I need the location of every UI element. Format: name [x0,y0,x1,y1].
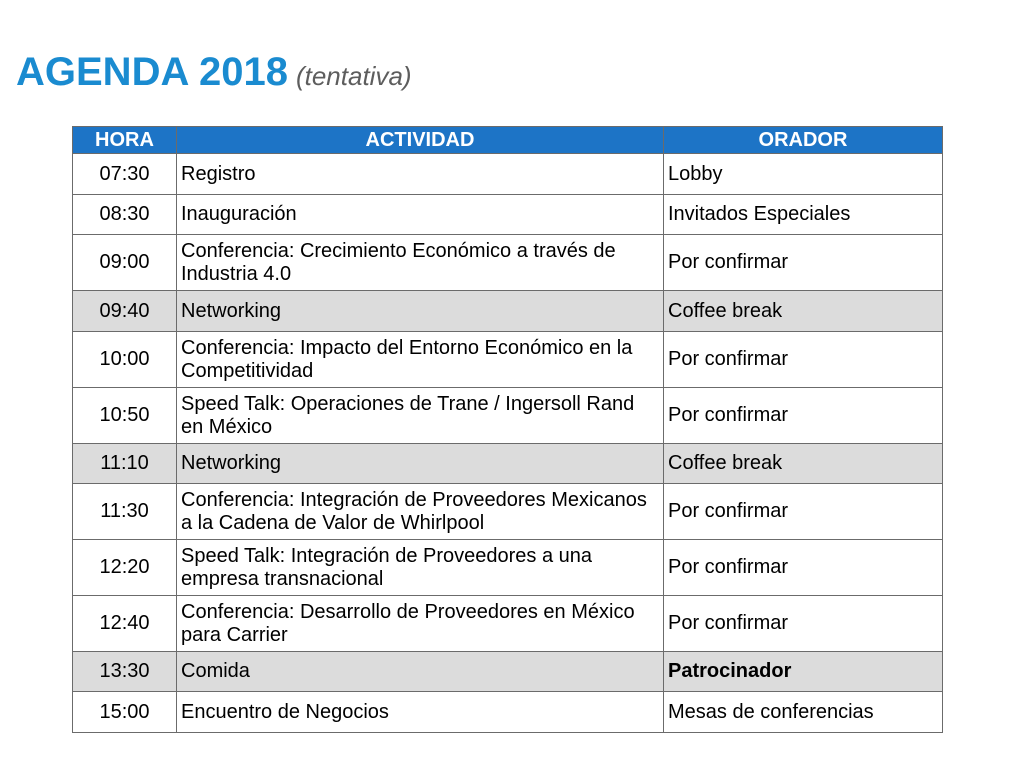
header-hora: HORA [73,127,177,154]
table-row [73,596,943,652]
cell-actividad: Conferencia: Desarrollo de Proveedores en México para Carrier [177,596,664,652]
table-row [73,540,943,596]
cell-orador: Invitados Especiales [664,195,943,235]
cell-actividad: Encuentro de Negocios [177,692,664,733]
cell-orador: Por confirmar [664,596,943,652]
cell-orador: Mesas de conferencias [664,692,943,733]
cell-hora: 08:30 [73,195,177,235]
cell-orador: Por confirmar [664,332,943,388]
cell-hora: 09:00 [73,235,177,291]
table-row [73,652,943,692]
table-row [73,332,943,388]
agenda-table [72,126,943,733]
cell-hora: 09:40 [73,291,177,332]
cell-orador: Por confirmar [664,388,943,444]
cell-actividad: Comida [177,652,664,692]
cell-hora: 13:30 [73,652,177,692]
cell-actividad: Conferencia: Impacto del Entorno Económico en la Competitividad [177,332,664,388]
table-row [73,235,943,291]
cell-orador: Por confirmar [664,484,943,540]
cell-hora: 12:40 [73,596,177,652]
header-actividad: ACTIVIDAD [177,127,664,154]
table-row [73,195,943,235]
table-header-row [73,127,943,154]
cell-actividad: Speed Talk: Operaciones de Trane / Ingersoll Rand en México [177,388,664,444]
cell-actividad: Networking [177,444,664,484]
cell-orador: Por confirmar [664,235,943,291]
cell-hora: 10:50 [73,388,177,444]
cell-actividad: Networking [177,291,664,332]
cell-hora: 15:00 [73,692,177,733]
cell-orador: Coffee break [664,444,943,484]
table-row [73,484,943,540]
table-row [73,154,943,195]
cell-hora: 11:10 [73,444,177,484]
cell-hora: 11:30 [73,484,177,540]
cell-actividad: Inauguración [177,195,664,235]
table-row [73,291,943,332]
cell-hora: 10:00 [73,332,177,388]
table-row [73,444,943,484]
cell-orador: Coffee break [664,291,943,332]
header-orador: ORADOR [664,127,943,154]
subtitle-text: (tentativa) [295,61,412,91]
cell-orador: Patrocinador [664,652,943,692]
table-row [73,388,943,444]
table-row [73,692,943,733]
cell-hora: 12:20 [73,540,177,596]
cell-hora: 07:30 [73,154,177,195]
cell-actividad: Conferencia: Integración de Proveedores Mexicanos a la Cadena de Valor de Whirlpool [177,484,664,540]
cell-orador: Lobby [664,154,943,195]
cell-actividad: Registro [177,154,664,195]
page-title [16,48,412,100]
title-text: AGENDA 2018 [16,50,288,94]
cell-actividad: Conferencia: Crecimiento Económico a través de Industria 4.0 [177,235,664,291]
cell-actividad: Speed Talk: Integración de Proveedores a una empresa transnacional [177,540,664,596]
cell-orador: Por confirmar [664,540,943,596]
